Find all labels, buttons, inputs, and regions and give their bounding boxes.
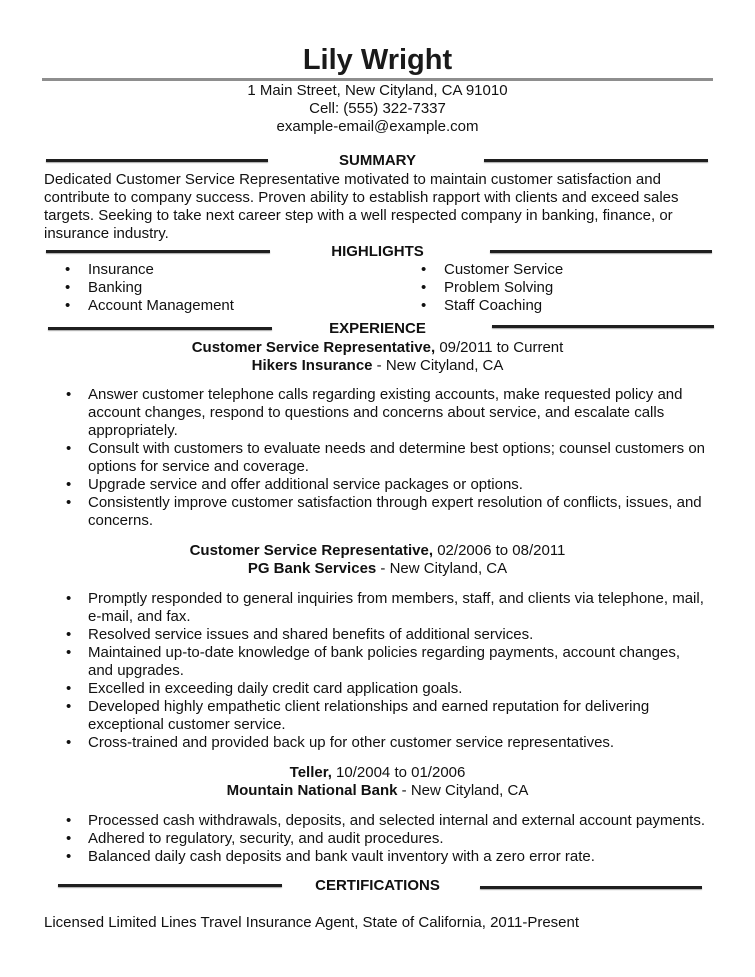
job-duties-list: [44, 812, 709, 866]
list-item: • Consult with customers to evaluate needs and determine best options; counsel customers on options for service and coverage.: [66, 440, 706, 475]
certifications-section-header: [0, 877, 755, 897]
candidate-name: Lily Wright: [302, 44, 453, 76]
bullet-icon: •: [66, 590, 72, 607]
list-item: • Staff Coaching: [421, 297, 543, 314]
summary-text: Dedicated Customer Service Representative motivated to maintain customer satisfaction and contribute to company success. Proven ability to establish rapport with clients and exceed sales targets. Seeking to take next career step with a well respected company in banking, finance, or insurance industry.: [44, 171, 679, 242]
summary-heading: SUMMARY: [339, 152, 416, 169]
bullet-icon: •: [66, 848, 72, 865]
bullet-icon: •: [66, 734, 72, 751]
highlights-left-list: [44, 261, 364, 315]
list-item: • Developed highly empathetic client relationships and earned reputation for delivering exceptional customer service.: [66, 698, 650, 733]
job-company-line: PG Bank Services - New Cityland, CA: [247, 560, 508, 577]
bullet-icon: •: [66, 626, 72, 643]
list-item: • Promptly responded to general inquiries from members, staff, and clients via telephone, mail, e-mail, and fax.: [66, 590, 704, 625]
list-item: • Balanced daily cash deposits and bank vault inventory with a zero error rate.: [66, 848, 595, 865]
list-item: • Banking: [65, 279, 143, 296]
certification-text: Licensed Limited Lines Travel Insurance Agent, State of California, 2011-Present: [44, 914, 580, 931]
bullet-icon: •: [66, 812, 72, 829]
list-item: • Resolved service issues and shared benefits of additional services.: [66, 626, 534, 643]
list-item: • Insurance: [65, 261, 154, 278]
experience-section-header: [0, 320, 755, 340]
list-item: • Processed cash withdrawals, deposits, and selected internal and external account payments.: [66, 812, 706, 829]
bullet-icon: •: [421, 297, 427, 314]
job-company-line: Mountain National Bank - New Cityland, CA: [226, 782, 529, 799]
bullet-icon: •: [66, 440, 72, 457]
header-divider: [42, 78, 713, 81]
list-item: • Excelled in exceeding daily credit card application goals.: [66, 680, 463, 697]
list-item: • Account Management: [65, 297, 234, 314]
bullet-icon: •: [66, 644, 72, 661]
highlights-heading: HIGHLIGHTS: [331, 243, 424, 260]
bullet-icon: •: [421, 279, 427, 296]
job-duties-list: [44, 386, 709, 530]
bullet-icon: •: [65, 297, 71, 314]
summary-section-header: [0, 152, 755, 172]
highlights-right-list: [400, 261, 700, 315]
list-item: • Upgrade service and offer additional service packages or options.: [66, 476, 523, 493]
bullet-icon: •: [66, 698, 72, 715]
list-item: • Cross-trained and provided back up for other customer service representatives.: [66, 734, 615, 751]
email: example-email@example.com: [276, 118, 479, 135]
list-item: • Adhered to regulatory, security, and audit procedures.: [66, 830, 444, 847]
job-title-line: Teller, 10/2004 to 01/2006: [289, 764, 466, 781]
bullet-icon: •: [65, 261, 71, 278]
certifications-heading: CERTIFICATIONS: [315, 877, 440, 894]
list-item: • Consistently improve customer satisfaction through expert resolution of conflicts, issues, and concerns.: [66, 494, 702, 529]
experience-heading: EXPERIENCE: [329, 320, 426, 337]
bullet-icon: •: [421, 261, 427, 278]
address: 1 Main Street, New Cityland, CA 91010: [247, 82, 508, 99]
job-title-line: Customer Service Representative, 09/2011 to Current: [191, 339, 564, 356]
phone: Cell: (555) 322-7337: [309, 100, 446, 117]
job-duties-list: [44, 590, 709, 752]
bullet-icon: •: [66, 476, 72, 493]
job-title-line: Customer Service Representative, 02/2006 to 08/2011: [189, 542, 566, 559]
list-item: • Maintained up-to-date knowledge of bank policies regarding payments, account changes, and upgrades.: [66, 644, 681, 679]
list-item: • Problem Solving: [421, 279, 554, 296]
bullet-icon: •: [66, 830, 72, 847]
highlights-section-header: [0, 243, 755, 263]
list-item: • Customer Service: [421, 261, 564, 278]
bullet-icon: •: [66, 680, 72, 697]
bullet-icon: •: [65, 279, 71, 296]
bullet-icon: •: [66, 494, 72, 511]
list-item: • Answer customer telephone calls regarding existing accounts, make requested policy and account changes, respond to questions and concerns about service, and escalate calls appropriately.: [66, 386, 683, 439]
bullet-icon: •: [66, 386, 72, 403]
job-company-line: Hikers Insurance - New Cityland, CA: [251, 357, 504, 374]
